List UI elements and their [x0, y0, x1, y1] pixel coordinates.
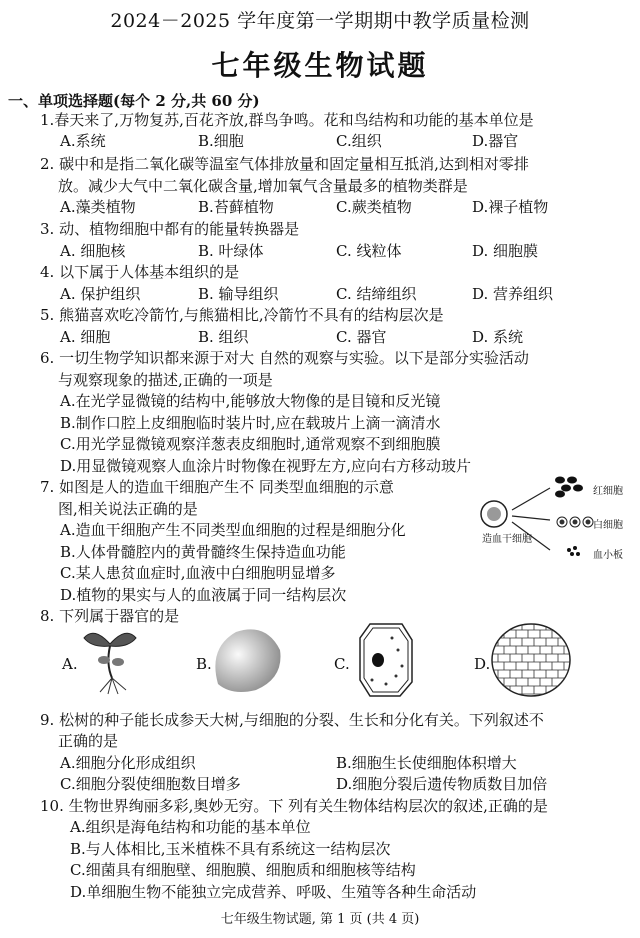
page-footer: 七年级生物试题, 第 1 页 (共 4 页)	[220, 912, 420, 927]
q2-option-a: A.藻类植物	[60, 198, 136, 216]
q6-option-b: B.制作口腔上皮细胞临时装片时,应在载玻片上滴一滴清水	[60, 414, 441, 432]
plant-cell-image	[356, 620, 416, 700]
question-10-stem: 10. 生物世界绚丽多彩,奥妙无穷。下 列有关生物体结构层次的叙述,正确的是	[40, 797, 548, 815]
q8-option-c: C.	[334, 655, 350, 673]
q4-option-d: D. 营养组织	[472, 285, 554, 303]
question-9-stem-cont: 正确的是	[58, 732, 119, 750]
q10-option-d: D.单细胞生物不能独立完成营养、呼吸、生殖等各种生命活动	[70, 883, 477, 901]
question-2-stem-cont: 放。减少大气中二氧化碳含量,增加氧气含量最多的植物类群是	[58, 177, 468, 195]
q9-option-a: A.细胞分化形成组织	[60, 754, 196, 772]
q8-option-d: D.	[474, 655, 491, 673]
q3-option-c: C. 线粒体	[336, 242, 402, 260]
exam-title: 七年级生物试题	[211, 49, 429, 82]
q9-option-d: D.细胞分裂后遗传物质数目加倍	[336, 775, 548, 793]
question-9-stem: 9. 松树的种子能长成参天大树,与细胞的分裂、生长和分化有关。下列叙述不	[40, 711, 544, 729]
q1-option-a: A.系统	[60, 132, 106, 150]
q3-option-d: D. 细胞膜	[472, 242, 539, 260]
q5-option-c: C. 器官	[336, 328, 387, 346]
question-5-stem: 5. 熊猫喜欢吃冷箭竹,与熊猫相比,冷箭竹不具有的结构层次是	[40, 306, 444, 324]
q2-option-d: D.裸子植物	[472, 198, 549, 216]
q1-option-d: D.器官	[472, 132, 519, 150]
arrow-to-rbc	[512, 488, 550, 510]
q5-option-a: A. 细胞	[60, 328, 111, 346]
question-7-stem: 7. 如图是人的造血干细胞产生不 同类型血细胞的示意	[40, 478, 394, 496]
question-7-stem-cont: 图,相关说法正确的是	[58, 500, 198, 518]
q6-option-d: D.用显微镜观察人血涂片时物像在视野左方,应向右方移动玻片	[60, 457, 472, 475]
arrow-to-wbc	[512, 516, 550, 520]
q7-option-c: C.某人患贫血症时,血液中白细胞明显增多	[60, 564, 336, 582]
q8-option-b: B.	[196, 655, 212, 673]
q10-option-c: C.细菌具有细胞壁、细胞膜、细胞质和细胞核等结构	[70, 861, 416, 879]
wbc-label: 白细胞	[593, 520, 623, 531]
q4-option-b: B. 输导组织	[198, 285, 279, 303]
q8-option-a: A.	[62, 655, 78, 673]
question-8-stem: 8. 下列属于器官的是	[40, 607, 180, 625]
platelet-label: 血小板	[593, 550, 623, 561]
q7-option-a: A.造血干细胞产生不同类型血细胞的过程是细胞分化	[60, 521, 406, 539]
q5-option-b: B. 组织	[198, 328, 249, 346]
stem-cell-label: 造血干细胞	[482, 534, 532, 545]
q5-option-d: D. 系统	[472, 328, 524, 346]
q6-option-c: C.用光学显微镜观察洋葱表皮细胞时,通常观察不到细胞膜	[60, 435, 441, 453]
q10-option-b: B.与人体相比,玉米植株不具有系统这一结构层次	[70, 840, 391, 858]
question-6-stem: 6. 一切生物学知识都来源于对大 自然的观察与实验。以下是部分实验活动	[40, 349, 529, 367]
exam-header-line: 2024－2025 学年度第一学期期中教学质量检测	[110, 10, 530, 32]
red-blood-cells-icon	[555, 477, 583, 498]
q7-option-b: B.人体骨髓腔内的黄骨髓终生保持造血功能	[60, 543, 346, 561]
platelets-icon	[567, 546, 580, 556]
q9-option-c: C.细胞分裂使细胞数目增多	[60, 775, 241, 793]
q2-option-c: C.蕨类植物	[336, 198, 412, 216]
question-2-stem: 2. 碳中和是指二氧化碳等温室气体排放量和固定量相互抵消,达到相对零排	[40, 155, 529, 173]
seed-image	[206, 626, 286, 694]
tissue-image	[490, 622, 572, 698]
question-4-stem: 4. 以下属于人体基本组织的是	[40, 263, 240, 281]
q7-option-d: D.植物的果实与人的血液属于同一结构层次	[60, 586, 347, 604]
q4-option-a: A. 保护组织	[60, 285, 141, 303]
rbc-label: 红细胞	[593, 486, 623, 497]
q3-option-a: A. 细胞核	[60, 242, 126, 260]
question-1-stem: 1.春天来了,万物复苏,百花齐放,群鸟争鸣。花和鸟结构和功能的基本单位是	[40, 111, 534, 129]
bean-seedling-image	[80, 624, 140, 696]
white-blood-cells-icon	[557, 517, 593, 527]
q6-option-a: A.在光学显微镜的结构中,能够放大物像的是目镜和反光镜	[60, 392, 441, 410]
question-3-stem: 3. 动、植物细胞中都有的能量转换器是	[40, 220, 300, 238]
q1-option-c: C.组织	[336, 132, 382, 150]
q2-option-b: B.苔藓植物	[198, 198, 274, 216]
question-6-stem-cont: 与观察现象的描述,正确的一项是	[58, 371, 273, 389]
q9-option-b: B.细胞生长使细胞体积增大	[336, 754, 517, 772]
q10-option-a: A.组织是海龟结构和功能的基本单位	[70, 818, 311, 836]
section-heading: 一、单项选择题(每个 2 分,共 60 分)	[8, 92, 260, 110]
q4-option-c: C. 结缔组织	[336, 285, 417, 303]
q1-option-b: B.细胞	[198, 132, 244, 150]
q3-option-b: B. 叶绿体	[198, 242, 264, 260]
